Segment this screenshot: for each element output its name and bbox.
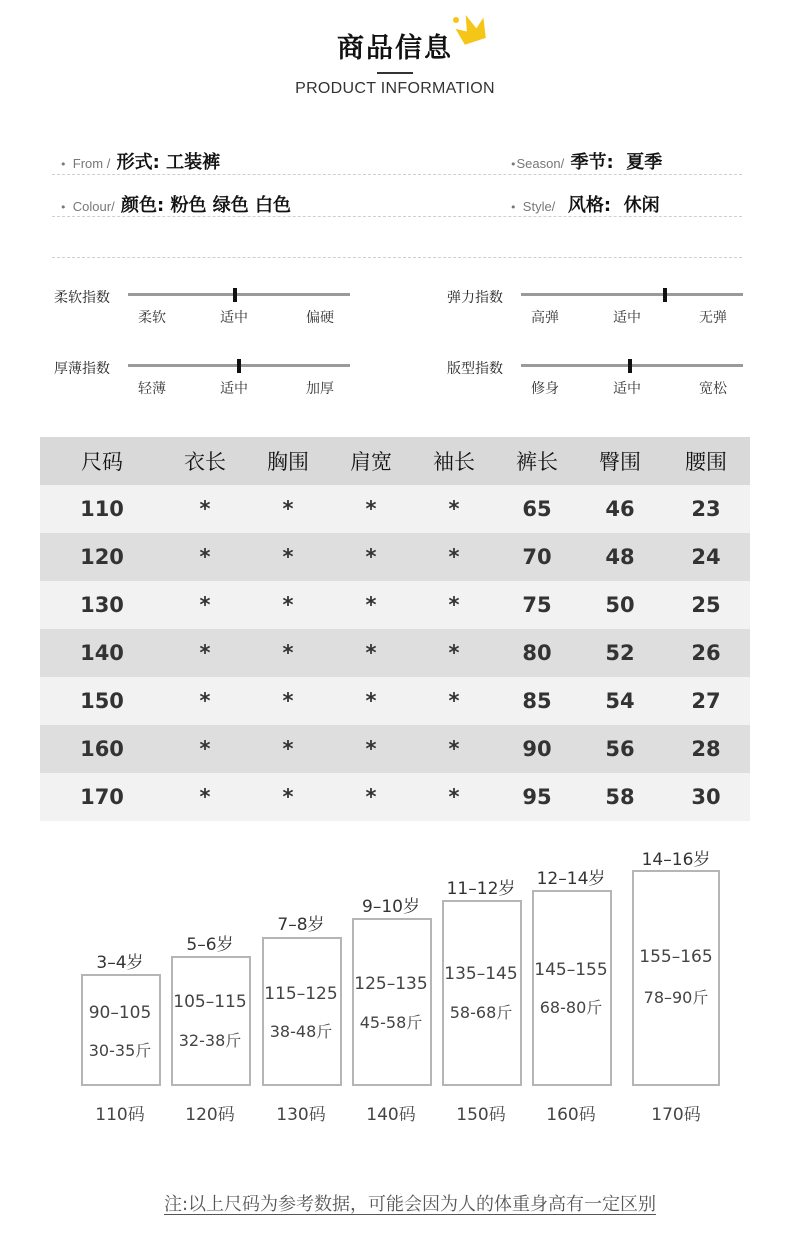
size-bar-weight: 38-48斤 (269, 1022, 333, 1041)
table-cell: 28 (662, 725, 750, 773)
table-cell: 56 (578, 725, 662, 773)
table-cell: 58 (578, 773, 662, 821)
column-header: 裤长 (496, 437, 578, 485)
slider-thickness-tick-mid: 适中 (220, 381, 248, 397)
table-cell: 150 (40, 677, 164, 725)
table-cell: 90 (496, 725, 578, 773)
attr-form: • From / 形式: 工装裤 (60, 152, 221, 173)
size-bar-box (81, 974, 161, 1086)
slider-softness-knob (233, 288, 237, 302)
size-bar-box (352, 918, 432, 1086)
table-cell: * (330, 533, 412, 581)
slider-softness-label: 柔软指数 (54, 290, 110, 306)
size-bar-weight: 68-80斤 (539, 998, 603, 1017)
size-bar-age: 9–10岁 (362, 897, 420, 917)
attr-colour-label: 颜色: (120, 195, 165, 216)
table-cell: * (330, 773, 412, 821)
size-bar-height: 90–105 (88, 1003, 152, 1023)
table-cell: 70 (496, 533, 578, 581)
size-bar-box (442, 900, 522, 1086)
table-cell: * (164, 581, 246, 629)
table-cell: * (246, 485, 330, 533)
table-cell: * (412, 773, 496, 821)
table-cell: 95 (496, 773, 578, 821)
slider-elasticity-tick-low: 高弹 (531, 310, 559, 326)
slider-elasticity-tick-mid: 适中 (613, 310, 641, 326)
table-cell: 50 (578, 581, 662, 629)
size-disclaimer-note: 注:以上尺码为参考数据，可能会因为人的体重身高有一定区别 (163, 1194, 657, 1215)
table-cell: 27 (662, 677, 750, 725)
size-bar-age: 12–14岁 (536, 869, 606, 889)
table-cell: * (246, 725, 330, 773)
table-cell: * (164, 485, 246, 533)
table-cell: * (246, 533, 330, 581)
table-header-row (40, 437, 750, 485)
column-header: 衣长 (164, 437, 246, 485)
size-bar-code: 170码 (651, 1105, 701, 1125)
table-cell: * (164, 773, 246, 821)
attr-form-label: 形式: (116, 152, 160, 173)
size-bar-weight: 30-35斤 (88, 1041, 152, 1060)
size-bar-weight: 58-68斤 (449, 1003, 513, 1022)
slider-elasticity-track (521, 293, 743, 296)
size-bar-height: 155–165 (639, 947, 713, 967)
slider-thickness-knob (237, 359, 241, 373)
divider (52, 257, 742, 258)
table-cell: 130 (40, 581, 164, 629)
table-cell: 52 (578, 629, 662, 677)
table-cell: * (164, 725, 246, 773)
size-bar-code: 140码 (366, 1105, 416, 1125)
size-bar-box (532, 890, 612, 1086)
column-header: 袖长 (412, 437, 496, 485)
table-cell: 54 (578, 677, 662, 725)
crown-icon (452, 10, 490, 46)
size-table (40, 437, 750, 821)
attr-style-value: 休闲 (623, 195, 660, 216)
table-cell: * (164, 677, 246, 725)
table-cell: 110 (40, 485, 164, 533)
attr-season: •Season/ 季节: 夏季 (510, 152, 663, 173)
divider (52, 216, 742, 217)
table-cell: 30 (662, 773, 750, 821)
table-row (40, 485, 750, 533)
attr-colour: • Colour/ 颜色: 粉色 绿色 白色 (60, 195, 292, 216)
table-cell: 24 (662, 533, 750, 581)
table-cell: * (246, 773, 330, 821)
size-bar-box (632, 870, 720, 1086)
slider-thickness-label: 厚薄指数 (54, 361, 110, 377)
title-underline (377, 72, 413, 74)
column-header: 腰围 (662, 437, 750, 485)
table-row (40, 677, 750, 725)
size-bar-box (171, 956, 251, 1086)
page-subtitle: PRODUCT INFORMATION (295, 80, 495, 97)
table-cell: * (246, 581, 330, 629)
slider-elasticity-tick-high: 无弹 (699, 310, 727, 326)
table-cell: 170 (40, 773, 164, 821)
size-bar-height: 125–135 (354, 974, 428, 994)
attr-season-value: 夏季 (626, 152, 663, 173)
size-bar-age: 7–8岁 (277, 915, 325, 935)
table-cell: * (412, 533, 496, 581)
table-cell: * (330, 581, 412, 629)
table-cell: 75 (496, 581, 578, 629)
size-bar-code: 160码 (546, 1105, 596, 1125)
table-cell: * (330, 677, 412, 725)
table-cell: * (164, 533, 246, 581)
attr-season-label: 季节: (570, 152, 614, 173)
divider (52, 174, 742, 175)
table-row (40, 629, 750, 677)
size-bar-age: 3–4岁 (96, 953, 144, 973)
table-cell: * (330, 485, 412, 533)
size-bar-age: 14–16岁 (641, 850, 711, 870)
attr-style: • Style/ 风格: 休闲 (510, 195, 660, 216)
attr-colour-value: 粉色 绿色 白色 (170, 195, 292, 216)
slider-softness-tick-low: 柔软 (138, 310, 166, 326)
attr-form-value: 工装裤 (166, 152, 221, 173)
slider-thickness-tick-high: 加厚 (306, 381, 334, 397)
size-bar-weight: 45-58斤 (359, 1013, 423, 1032)
attr-season-en: Season/ (516, 156, 565, 171)
attr-style-label: 风格: (567, 195, 612, 216)
table-cell: * (330, 629, 412, 677)
table-cell: * (412, 485, 496, 533)
size-bar-age: 11–12岁 (446, 879, 516, 899)
size-bar-code: 120码 (185, 1105, 235, 1125)
table-cell: * (330, 725, 412, 773)
table-cell: * (412, 677, 496, 725)
table-row (40, 581, 750, 629)
table-cell: * (246, 677, 330, 725)
slider-softness-tick-mid: 适中 (220, 310, 248, 326)
table-cell: 120 (40, 533, 164, 581)
attr-colour-en: Colour/ (72, 199, 115, 214)
attr-form-en: From / (72, 156, 111, 171)
size-bar-weight: 78–90斤 (643, 988, 709, 1007)
table-row (40, 533, 750, 581)
size-bar-height: 145–155 (534, 960, 608, 980)
page-title: 商品信息 (337, 33, 453, 64)
column-header: 肩宽 (330, 437, 412, 485)
table-cell: 48 (578, 533, 662, 581)
table-cell: 46 (578, 485, 662, 533)
size-bar-height: 105–115 (173, 992, 247, 1012)
slider-fit-tick-high: 宽松 (699, 381, 727, 397)
table-cell: 80 (496, 629, 578, 677)
table-cell: 85 (496, 677, 578, 725)
table-cell: 160 (40, 725, 164, 773)
slider-softness-tick-high: 偏硬 (306, 310, 334, 326)
slider-fit-tick-low: 修身 (531, 381, 559, 397)
slider-fit-track (521, 364, 743, 367)
table-cell: 140 (40, 629, 164, 677)
table-cell: 25 (662, 581, 750, 629)
slider-elasticity-label: 弹力指数 (447, 290, 503, 306)
size-bar-age: 5–6岁 (186, 935, 234, 955)
size-bar-box (262, 937, 342, 1086)
slider-fit-knob (628, 359, 632, 373)
table-row (40, 773, 750, 821)
column-header: 臀围 (578, 437, 662, 485)
size-bar-code: 150码 (456, 1105, 506, 1125)
attr-style-en: Style/ (522, 199, 556, 214)
size-bar-code: 130码 (276, 1105, 326, 1125)
table-cell: 23 (662, 485, 750, 533)
slider-softness-track (128, 293, 350, 296)
table-cell: * (412, 725, 496, 773)
slider-thickness-tick-low: 轻薄 (138, 381, 166, 397)
size-bar-code: 110码 (95, 1105, 145, 1125)
column-header: 胸围 (246, 437, 330, 485)
table-cell: * (412, 581, 496, 629)
size-bar-height: 135–145 (444, 964, 518, 984)
size-bar-weight: 32-38斤 (178, 1031, 242, 1050)
table-cell: * (164, 629, 246, 677)
table-cell: 26 (662, 629, 750, 677)
column-header: 尺码 (40, 437, 164, 485)
table-cell: * (246, 629, 330, 677)
slider-fit-label: 版型指数 (447, 361, 503, 377)
table-cell: 65 (496, 485, 578, 533)
slider-elasticity-knob (663, 288, 667, 302)
table-cell: * (412, 629, 496, 677)
slider-fit-tick-mid: 适中 (613, 381, 641, 397)
size-bar-height: 115–125 (264, 984, 338, 1004)
table-row (40, 725, 750, 773)
